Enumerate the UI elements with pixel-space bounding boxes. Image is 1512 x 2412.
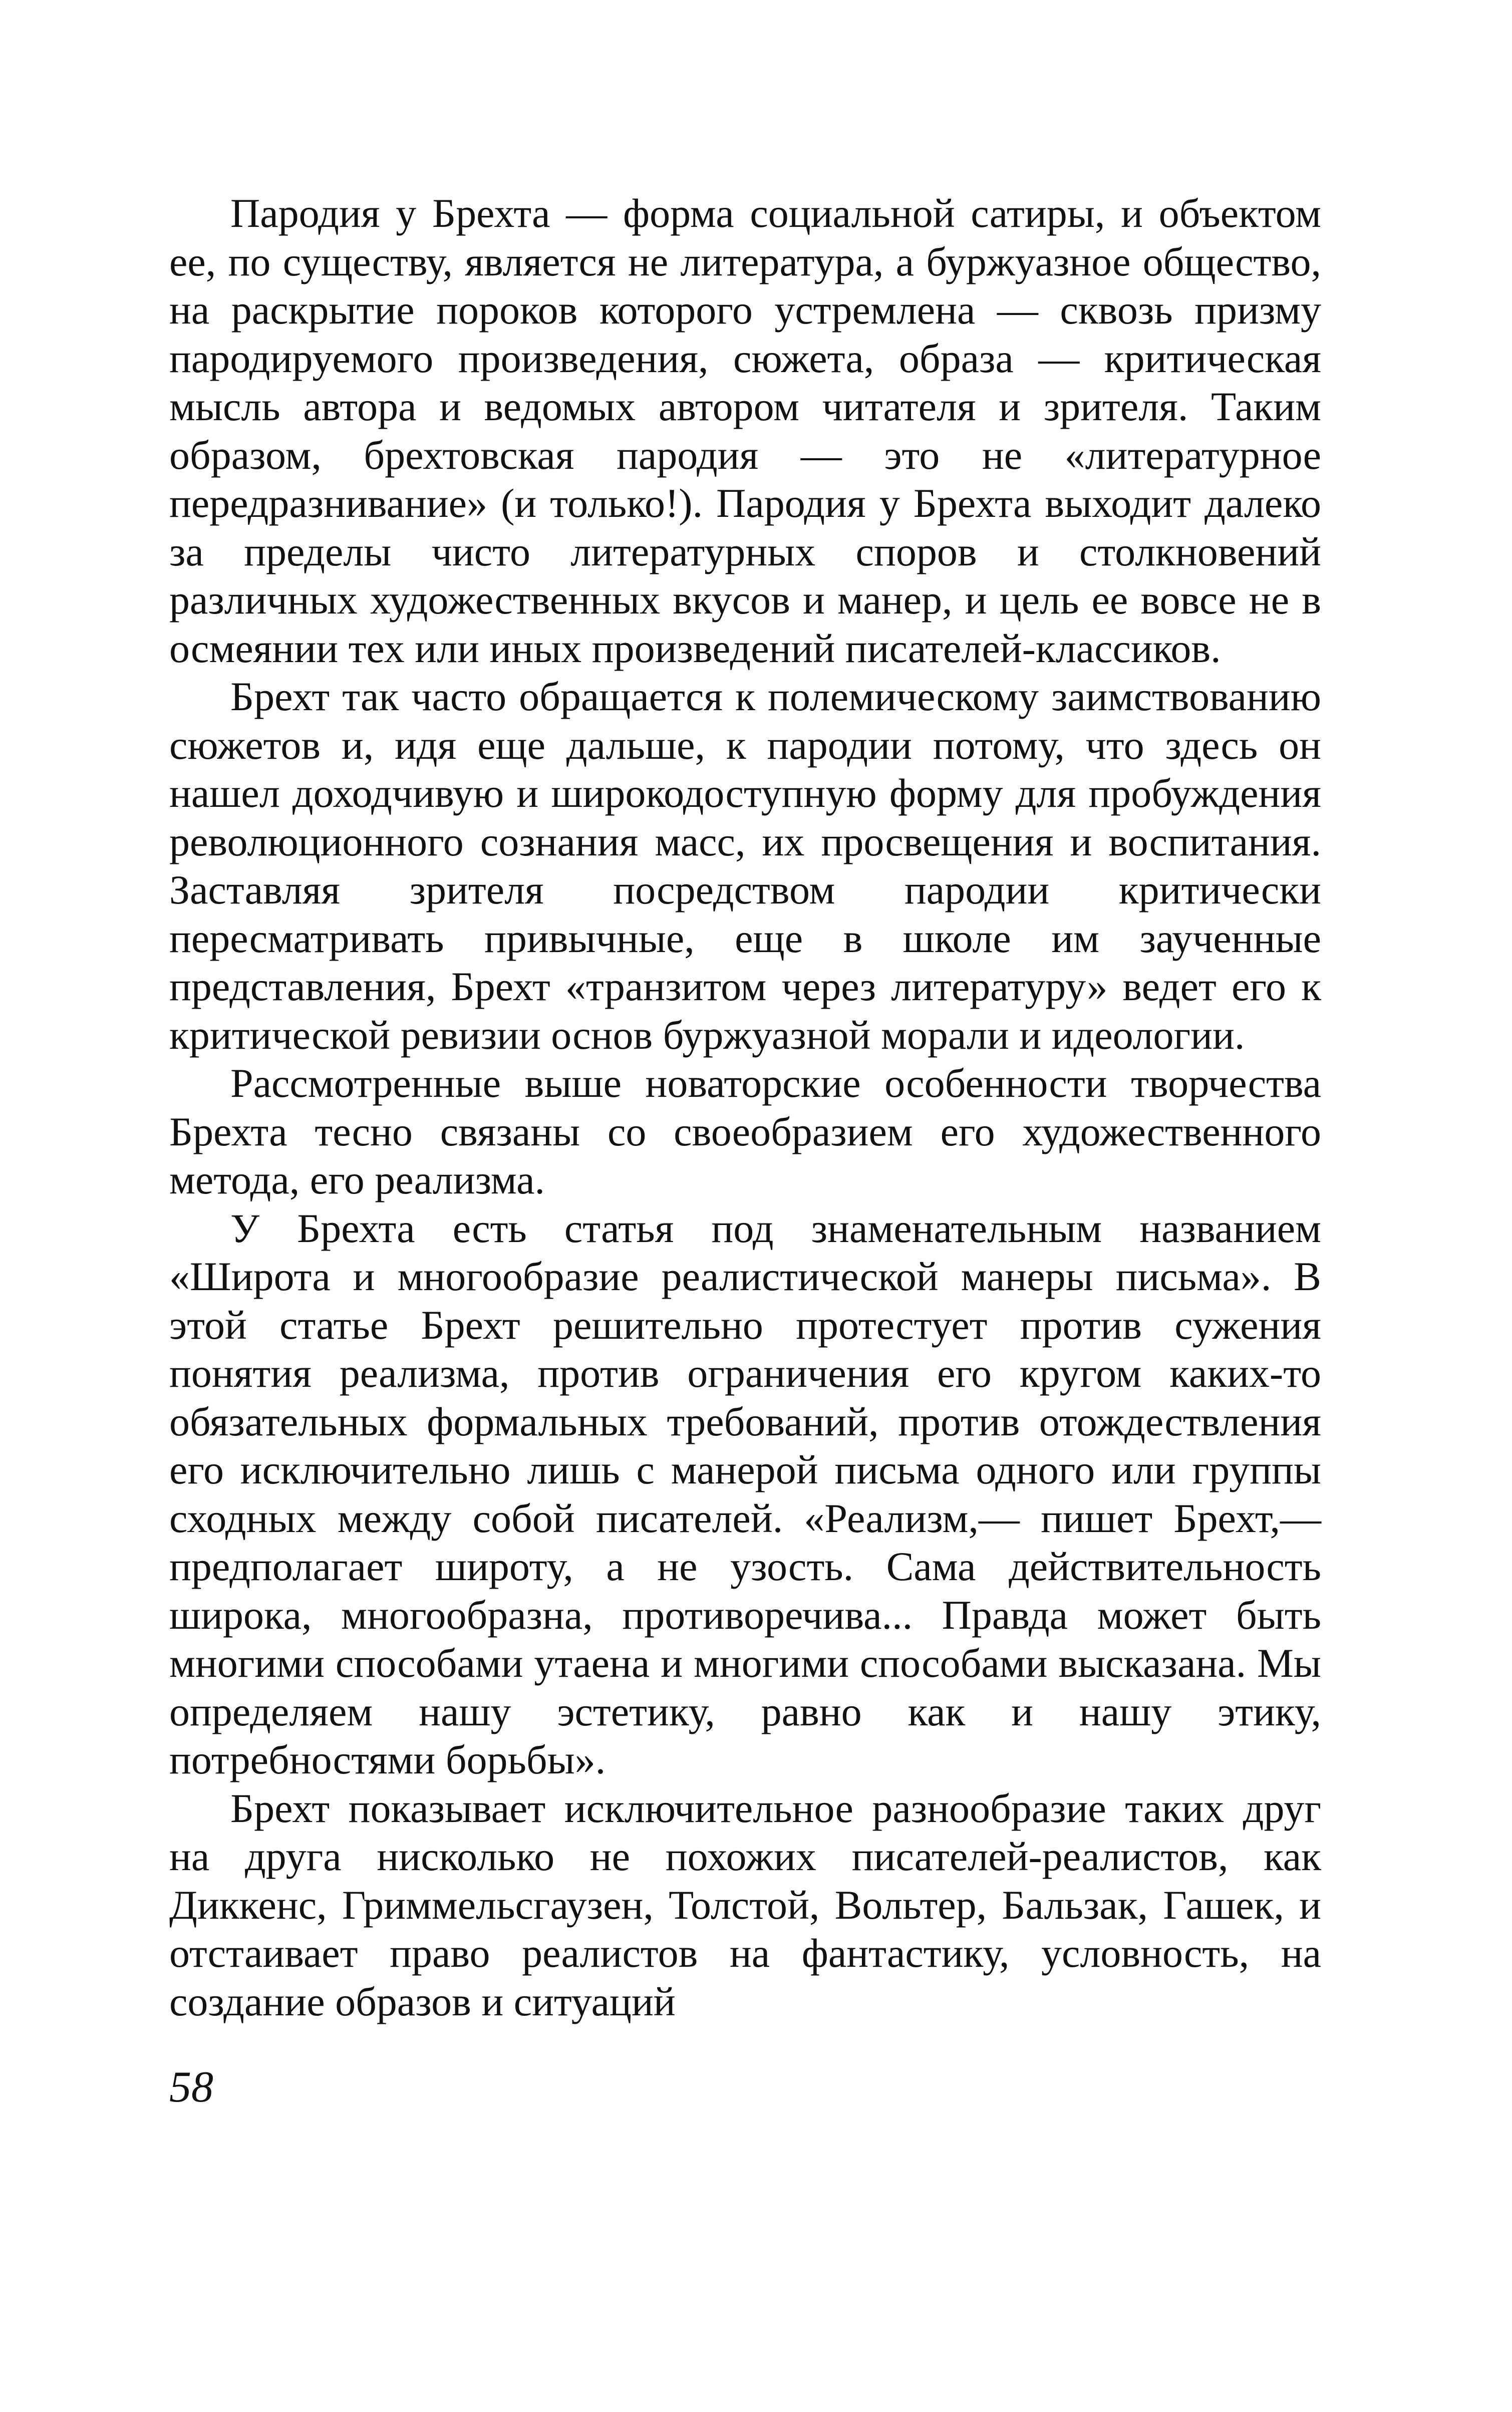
page-number: 58 [169, 2063, 213, 2112]
paragraph-artistic-method: Рассмотренные выше новаторские особенности творчества Брехта тесно связаны со своеобразием его художественного метода, его реализма. [169, 1060, 1321, 1202]
paragraph-parody-social-satire: Пародия у Брехта — форма социальной сатиры, и объектом ее, по существу, является не литература, а буржуазное общество, на раскрытие пороков которого устремлена — сквозь призму пародируемого произведения, сюжета, образа — критическая мысль автора и ведомых автором читателя и зрителя. Таким образом, брехтовская пародия — это не «литературное передразнивание» (и только!). Пародия у Брехта выходит далеко за пределы чисто литературных споров и столкновений различных художественных вкусов и манер, и цель ее вовсе не в осмеянии тех или иных произведений писателей-классиков. [169, 190, 1321, 671]
body-text [169, 189, 1321, 2026]
paragraph-polemical-borrowing: Брехт так часто обращается к полемическому заимствованию сюжетов и, идя еще дальше, к пародии потому, что здесь он нашел доходчивую и широкодоступную форму для пробуждения революционного сознания масс, их просвещения и воспитания. Заставляя зрителя посредством пародии критически пересматривать привычные, еще в школе им заученные представления, Брехт «транзитом через литературу» ведет его к критической ревизии основ буржуазной морали и идеологии. [169, 674, 1321, 1058]
paragraph-diversity-of-realists: Брехт показывает исключительное разнообразие таких друг на друга нисколько не похожих писателей-реалистов, как Диккенс, Гриммельсгаузен, Толстой, Вольтер, Бальзак, Гашек, и отстаивает право реалистов на фантастику, условность, на создание образов и ситуаций [169, 1785, 1321, 2024]
paragraph-breadth-of-realism: У Брехта есть статья под знаменательным названием «Широта и многообразие реалистической манеры письма». В этой статье Брехт решительно протестует против сужения понятия реализма, против ограничения его кругом каких-то обязательных формальных требований, против отождествления его исключительно лишь с манерой письма одного или группы сходных между собой писателей. «Реализм,— пишет Брехт,— предполагает широту, а не узость. Сама действительность широка, многообразна, противоречива... Правда может быть многими способами утаена и многими способами высказана. Мы определяем нашу эстетику, равно как и нашу этику, потребностями борьбы». [169, 1205, 1321, 1782]
